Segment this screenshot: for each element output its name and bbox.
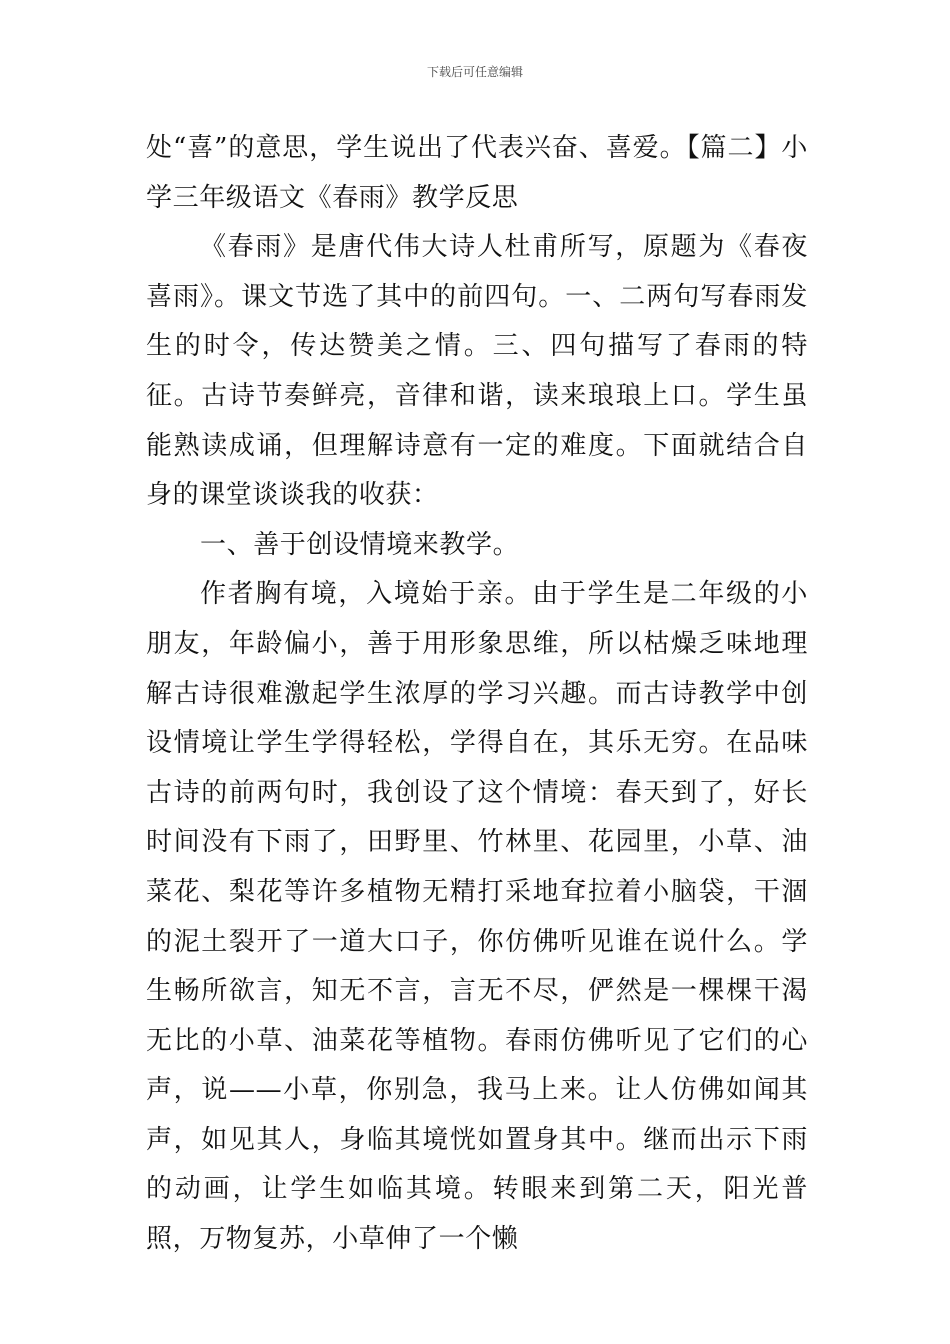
section-heading: 一、善于创设情境来教学。 — [200, 529, 520, 560]
paragraph-3: 作者胸有境，入境始于亲。由于学生是二年级的小朋友，年龄偏小，善于用形象思维，所以枯燥乏味地理解古诗很难激起学生浓厚的学习兴趣。而古诗教学中创设情境让学生学得轻松，学得自在，其乐无穷。在品味古诗的前两句时，我创设了这个情境：春天到了，好长时间没有下雨了，田野里、竹林里、花园里，小草、油菜花、梨花等许多植物无精打采地耷拉着小脑袋，干涸的泥土裂开了一道大口子，你仿佛听见谁在说什么。学生畅所欲言，知无不言，言无不尽，俨然是一棵棵干渴无比的小草、油菜花等植物。春雨仿佛听见了它们的心声，说——小草，你别急，我马上来。让人仿佛如闻其声，如见其人，身临其境恍如置身其中。继而出示下雨的动画，让学生如临其境。转眼来到第二天，阳光普照，万物复苏，小草伸了一个懒 — [146, 579, 808, 1255]
paragraph-1: 处“喜”的意思，学生说出了代表兴奋、喜爱。【篇二】小学三年级语文《春雨》教学反思 — [146, 133, 808, 213]
document-body — [146, 124, 808, 1265]
paragraph-2: 《春雨》是唐代伟大诗人杜甫所写，原题为《春夜喜雨》。课文节选了其中的前四句。一、二两句写春雨发生的时令，传达赞美之情。三、四句描写了春雨的特征。古诗节奏鲜亮，音律和谐，读来琅琅上口。学生虽能熟读成诵，但理解诗意有一定的难度。下面就结合自身的课堂谈谈我的收获： — [146, 232, 808, 511]
page-header: 下载后可任意编辑 — [426, 65, 523, 79]
